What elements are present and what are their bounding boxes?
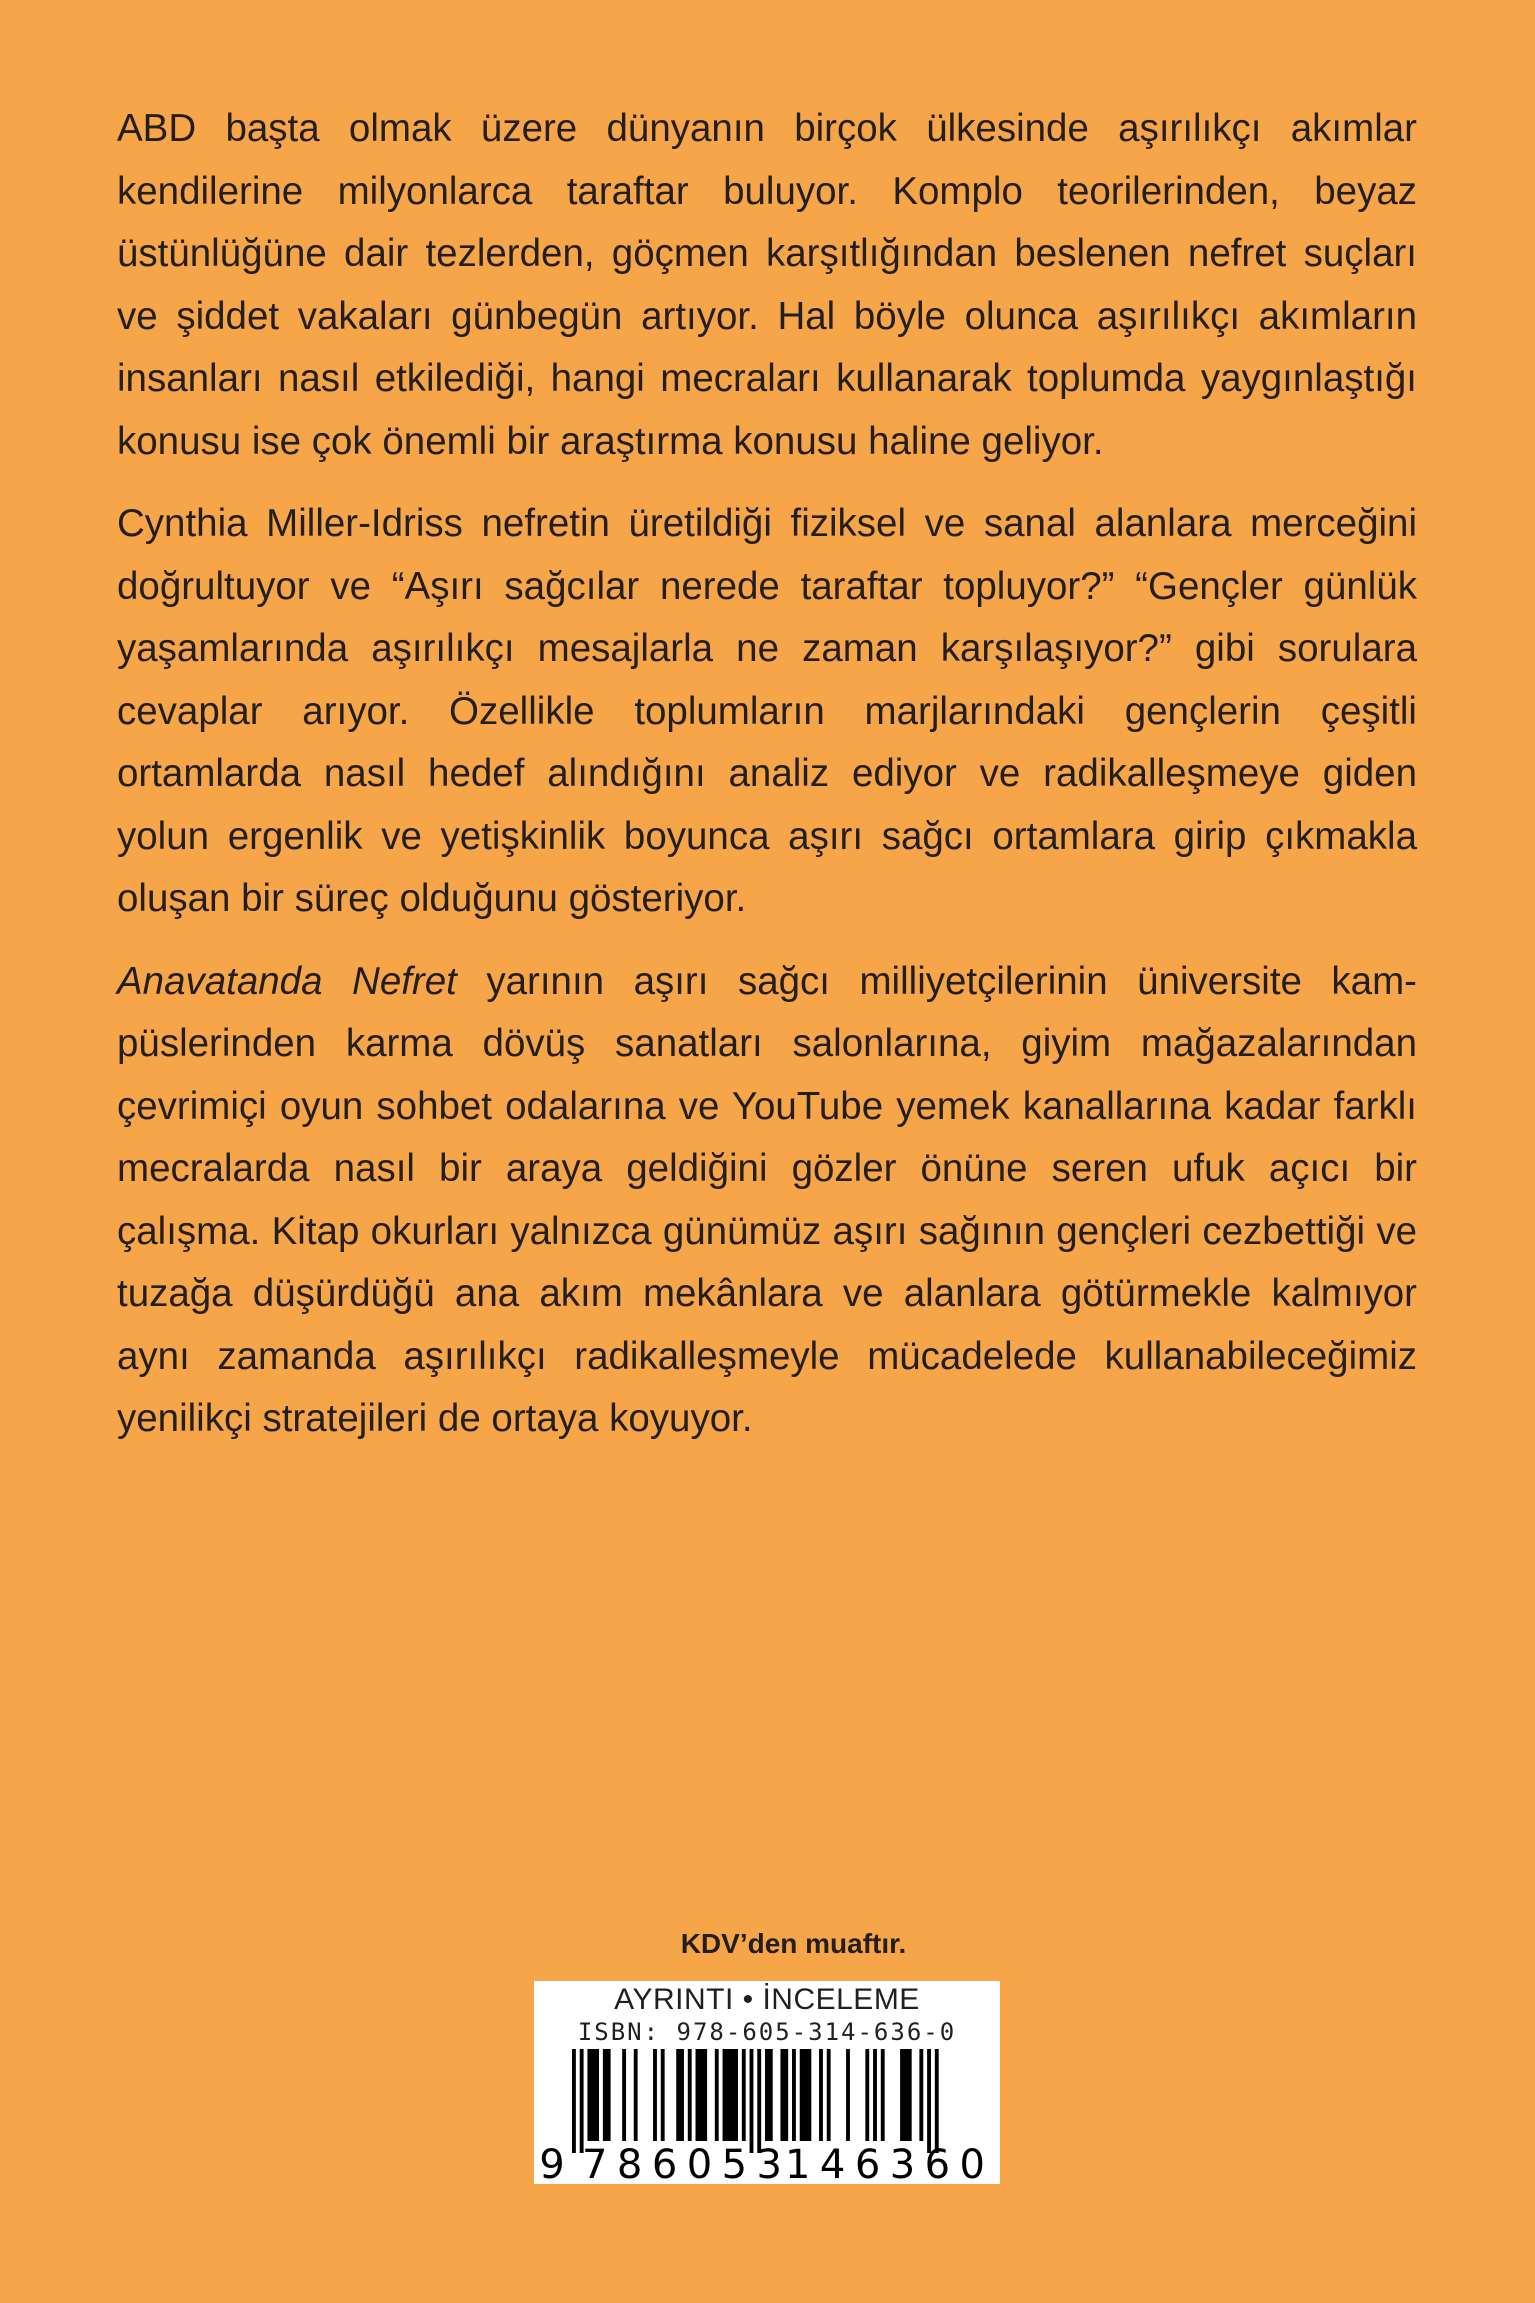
barcode-bar-11 bbox=[715, 2049, 719, 2141]
barcode-bar-8 bbox=[676, 2049, 684, 2141]
barcode-bar-17 bbox=[780, 2049, 788, 2141]
barcode-bar-3 bbox=[603, 2049, 611, 2141]
barcode-right-digits: 146360 bbox=[785, 2142, 985, 2184]
barcode-bar-13 bbox=[742, 2049, 746, 2141]
barcode-bar-14 bbox=[750, 2049, 754, 2153]
barcode-bar-5 bbox=[634, 2049, 638, 2141]
barcode-bar-7 bbox=[661, 2049, 665, 2141]
barcode-bar-19 bbox=[800, 2049, 812, 2141]
barcode-bar-22 bbox=[846, 2049, 850, 2141]
barcode-bar-20 bbox=[819, 2049, 823, 2141]
vat-exemption-note: KDV’den muaftır. bbox=[680, 1928, 907, 1959]
barcode-bar-24 bbox=[873, 2049, 877, 2141]
barcode-bars bbox=[572, 2049, 939, 2153]
barcode-bar-29 bbox=[935, 2049, 939, 2153]
barcode-bar-0 bbox=[572, 2049, 576, 2153]
barcode-bar-23 bbox=[865, 2049, 869, 2141]
barcode-bar-21 bbox=[827, 2049, 831, 2141]
barcode-bar-2 bbox=[587, 2049, 599, 2141]
barcode-bar-16 bbox=[765, 2049, 773, 2141]
barcode-bar-9 bbox=[688, 2049, 692, 2141]
barcode-bar-4 bbox=[622, 2049, 626, 2141]
book-title-italic: Anavatanda Nefret bbox=[117, 959, 457, 1003]
barcode-bar-28 bbox=[927, 2049, 931, 2153]
barcode-bar-18 bbox=[792, 2049, 796, 2141]
barcode-bar-6 bbox=[653, 2049, 657, 2141]
barcode-first-digit: 9 bbox=[539, 2142, 565, 2184]
barcode-bar-25 bbox=[881, 2049, 885, 2141]
barcode-block bbox=[534, 1981, 1000, 2184]
isbn-label: ISBN: 978-605-314-636-0 bbox=[577, 2018, 957, 2046]
barcode-bar-12 bbox=[723, 2049, 738, 2141]
blurb-paragraph-3-text: yarının aşırı sağcı milliyetçilerinin üniversite kampüslerinden karma dövüş sanatları salonlarına, giyim mağazalarından çevrimiçi oyun sohbet odalarına ve YouTube yemek kanallarına kadar farklı mecralarda nasıl bir araya geldiğini gözler önüne seren ufuk açıcı bir çalışma. Kitap okurları yalnızca günümüz aşırı sağının gençleri cezbettiği ve tuzağa düşürdüğü ana akım mekânlara ve alanlara götürmekle kalmıyor aynı zamanda aşırılıkçı radikalleşmeyle mücadelede kullanabileceğimiz yenilikçi stratejileri de ortaya koyuyor. bbox=[117, 959, 1417, 1440]
barcode-bar-1 bbox=[580, 2049, 584, 2153]
barcode-bar-10 bbox=[696, 2049, 708, 2141]
barcode-bar-27 bbox=[919, 2049, 923, 2141]
barcode-left-digits: 786053 bbox=[582, 2142, 782, 2184]
barcode-bar-15 bbox=[757, 2049, 761, 2153]
blurb-paragraph-2: Cynthia Miller-Idriss nefretin üretildiği fiziksel ve sanal alanlara merceğini doğrultuyor ve “Aşırı sağcılar nerede taraftar topluyor?” “Gençler günlük yaşamlarında aşırılıkçı mesajlarla ne zaman karşılaşıyor?” gibi sorulara cevaplar arıyor. Özellikle toplumların marjlarındaki gençlerin çeşitli ortamlarda nasıl hedef alındığını analiz ediyor ve radikalleşmeye giden yolun ergenlik ve yetişkinlik boyunca aşırı sağcı ortamlara girip çıkmakla oluşan bir süreç olduğunu gösteriyor. bbox=[117, 502, 1417, 920]
back-cover-blurb bbox=[117, 98, 1417, 1471]
ean13-barcode bbox=[534, 1981, 1000, 2184]
publisher-series-label: AYRINTI • İNCELEME bbox=[614, 1983, 920, 2016]
blurb-paragraph-1: ABD başta olmak üzere dünyanın birçok ülkesinde aşırılıkçı akımlar kendilerine milyonlarca taraftar buluyor. Komplo teorilerinden, beyaz üstünlüğüne dair tezlerden, göçmen karşıtlığından beslenen nefret suçları ve şiddet vakaları günbegün artıyor. Hal böyle olunca aşırılıkçı akımların insanları nasıl etkilediği, hangi mecraları kullanarak toplumda yaygınlaştığı konusu ise çok önemli bir araştırma konusu haline geliyor. bbox=[117, 107, 1417, 463]
barcode-bar-26 bbox=[900, 2049, 912, 2141]
blurb-paragraph-3 bbox=[117, 951, 1417, 1451]
